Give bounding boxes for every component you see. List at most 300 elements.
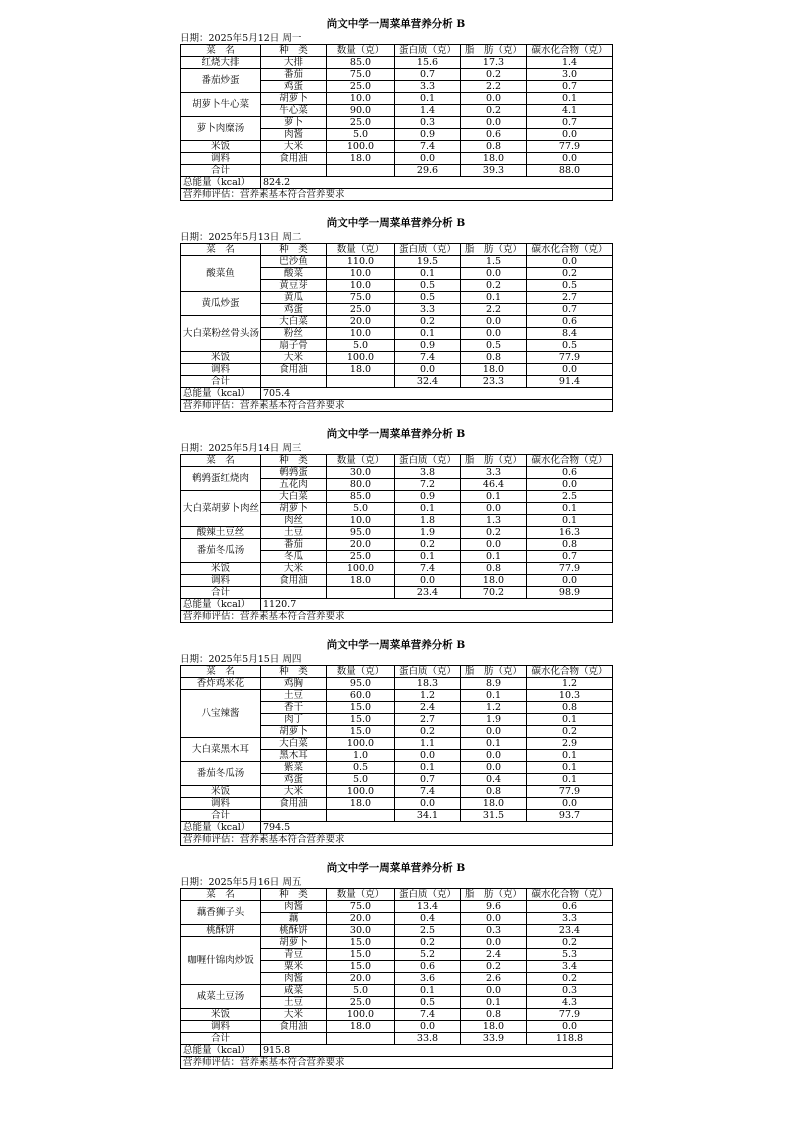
total-value: 70.2 [461,587,527,599]
quantity-cell: 5.0 [327,340,395,352]
dish-name: 红烧大排 [181,57,261,69]
ingredient-cell: 咸菜 [261,985,327,997]
quantity-cell: 110.0 [327,256,395,268]
protein-cell: 7.4 [395,1009,461,1021]
protein-cell: 1.8 [395,515,461,527]
header-cell: 脂 肪（克） [461,666,527,678]
evaluation-row [181,1057,613,1069]
table-row [181,292,613,304]
header-cell: 蛋白质（克） [395,666,461,678]
carbohydrate-cell: 0.5 [527,280,613,292]
quantity-cell: 5.0 [327,985,395,997]
fat-cell: 0.0 [461,762,527,774]
protein-cell: 19.5 [395,256,461,268]
dish-name: 番茄冬瓜汤 [181,539,261,563]
energy-label: 总能量（kcal） [181,1045,261,1057]
carbohydrate-cell: 5.3 [527,949,613,961]
dish-name: 八宝辣酱 [181,690,261,738]
carbohydrate-cell: 0.7 [527,551,613,563]
total-value: 31.5 [461,810,527,822]
protein-cell: 7.4 [395,141,461,153]
table-row [181,527,613,539]
quantity-cell: 100.0 [327,738,395,750]
carbohydrate-cell: 0.8 [527,702,613,714]
protein-cell: 0.1 [395,503,461,515]
energy-label: 总能量（kcal） [181,388,261,400]
protein-cell: 3.3 [395,304,461,316]
total-value: 33.8 [395,1033,461,1045]
ingredient-cell: 大排 [261,57,327,69]
ingredient-cell: 大米 [261,141,327,153]
table-row [181,93,613,105]
fat-cell: 2.2 [461,81,527,93]
header-cell: 碳水化合物（克） [527,45,613,57]
carbohydrate-cell: 0.0 [527,129,613,141]
quantity-cell: 20.0 [327,973,395,985]
quantity-cell: 60.0 [327,690,395,702]
nutrition-table [180,44,613,201]
nutrition-table [180,243,613,412]
total-row [181,1033,613,1045]
energy-value: 824.2 [261,177,613,189]
ingredient-cell: 黑木耳 [261,750,327,762]
ingredient-cell: 香干 [261,702,327,714]
empty-cell [327,587,395,599]
protein-cell: 18.3 [395,678,461,690]
fat-cell: 18.0 [461,575,527,587]
table-row [181,925,613,937]
total-value: 34.1 [395,810,461,822]
fat-cell: 0.0 [461,937,527,949]
quantity-cell: 18.0 [327,1021,395,1033]
quantity-cell: 5.0 [327,774,395,786]
quantity-cell: 15.0 [327,961,395,973]
protein-cell: 0.1 [395,268,461,280]
carbohydrate-cell: 0.0 [527,1021,613,1033]
energy-value: 794.5 [261,822,613,834]
ingredient-cell: 鸡蛋 [261,304,327,316]
total-value: 33.9 [461,1033,527,1045]
ingredient-cell: 食用油 [261,1021,327,1033]
quantity-cell: 100.0 [327,1009,395,1021]
quantity-cell: 100.0 [327,141,395,153]
total-value: 29.6 [395,165,461,177]
carbohydrate-cell: 77.9 [527,563,613,575]
protein-cell: 0.0 [395,1021,461,1033]
energy-value: 705.4 [261,388,613,400]
fat-cell: 0.0 [461,117,527,129]
ingredient-cell: 胡萝卜 [261,503,327,515]
fat-cell: 8.9 [461,678,527,690]
quantity-cell: 95.0 [327,678,395,690]
header-cell: 数量（克） [327,889,395,901]
carbohydrate-cell: 1.2 [527,678,613,690]
total-label: 合计 [181,165,261,177]
fat-cell: 0.2 [461,280,527,292]
protein-cell: 0.6 [395,961,461,973]
carbohydrate-cell: 0.3 [527,985,613,997]
dish-name: 大白菜粉丝骨头汤 [181,316,261,352]
quantity-cell: 85.0 [327,491,395,503]
fat-cell: 18.0 [461,798,527,810]
protein-cell: 0.5 [395,280,461,292]
table-row [181,153,613,165]
fat-cell: 2.4 [461,949,527,961]
ingredient-cell: 萝卜 [261,117,327,129]
quantity-cell: 25.0 [327,117,395,129]
quantity-cell: 0.5 [327,762,395,774]
header-cell: 种 类 [261,666,327,678]
header-cell: 碳水化合物（克） [527,455,613,467]
protein-cell: 0.1 [395,93,461,105]
quantity-cell: 80.0 [327,479,395,491]
header-cell: 蛋白质（克） [395,45,461,57]
fat-cell: 0.1 [461,491,527,503]
fat-cell: 18.0 [461,153,527,165]
menu-analysis-sheet [180,18,612,1085]
carbohydrate-cell: 3.0 [527,69,613,81]
quantity-cell: 25.0 [327,551,395,563]
quantity-cell: 5.0 [327,503,395,515]
total-value: 88.0 [527,165,613,177]
protein-cell: 0.0 [395,575,461,587]
ingredient-cell: 巴沙鱼 [261,256,327,268]
ingredient-cell: 大米 [261,352,327,364]
total-row [181,587,613,599]
protein-cell: 5.2 [395,949,461,961]
carbohydrate-cell: 77.9 [527,786,613,798]
header-cell: 碳水化合物（克） [527,666,613,678]
energy-row [181,822,613,834]
ingredient-cell: 食用油 [261,575,327,587]
quantity-cell: 100.0 [327,786,395,798]
evaluation-row [181,189,613,201]
fat-cell: 0.8 [461,1009,527,1021]
day-section [180,862,612,1069]
fat-cell: 0.0 [461,726,527,738]
ingredient-cell: 大白菜 [261,491,327,503]
fat-cell: 0.3 [461,925,527,937]
dish-name: 米饭 [181,352,261,364]
carbohydrate-cell: 0.0 [527,364,613,376]
quantity-cell: 18.0 [327,153,395,165]
fat-cell: 0.4 [461,774,527,786]
quantity-cell: 10.0 [327,328,395,340]
carbohydrate-cell: 0.2 [527,268,613,280]
day-section [180,428,612,623]
fat-cell: 0.0 [461,93,527,105]
table-header-row [181,666,613,678]
dish-name: 番茄炒蛋 [181,69,261,93]
fat-cell: 0.2 [461,961,527,973]
fat-cell: 0.8 [461,352,527,364]
carbohydrate-cell: 0.2 [527,726,613,738]
ingredient-cell: 食用油 [261,153,327,165]
carbohydrate-cell: 77.9 [527,1009,613,1021]
ingredient-cell: 肉酱 [261,973,327,985]
header-cell: 碳水化合物（克） [527,889,613,901]
dish-name: 咸菜土豆汤 [181,985,261,1009]
header-cell: 脂 肪（克） [461,889,527,901]
quantity-cell: 15.0 [327,937,395,949]
total-value: 93.7 [527,810,613,822]
page-title: 尚文中学一周菜单营养分析 B [326,428,466,440]
energy-row [181,177,613,189]
evaluation-text: 营养师评估：营养素基本符合营养要求 [181,189,613,201]
carbohydrate-cell: 0.1 [527,750,613,762]
table-row [181,467,613,479]
day-section [180,639,612,846]
protein-cell: 15.6 [395,57,461,69]
ingredient-cell: 肉丁 [261,714,327,726]
carbohydrate-cell: 4.3 [527,997,613,1009]
protein-cell: 0.5 [395,292,461,304]
fat-cell: 1.2 [461,702,527,714]
carbohydrate-cell: 0.0 [527,153,613,165]
carbohydrate-cell: 0.0 [527,798,613,810]
protein-cell: 7.4 [395,563,461,575]
empty-cell [327,1033,395,1045]
table-row [181,316,613,328]
carbohydrate-cell: 0.2 [527,973,613,985]
date-line: 日期：2025年5月14日 周三 [180,443,302,454]
table-row [181,539,613,551]
dish-name: 黄瓜炒蛋 [181,292,261,316]
protein-cell: 0.7 [395,69,461,81]
quantity-cell: 30.0 [327,925,395,937]
date-line: 日期：2025年5月16日 周五 [180,877,302,888]
fat-cell: 18.0 [461,364,527,376]
fat-cell: 0.2 [461,69,527,81]
fat-cell: 2.6 [461,973,527,985]
fat-cell: 9.6 [461,901,527,913]
total-value: 39.3 [461,165,527,177]
ingredient-cell: 五花肉 [261,479,327,491]
quantity-cell: 25.0 [327,997,395,1009]
dish-name: 萝卜肉糜汤 [181,117,261,141]
carbohydrate-cell: 10.3 [527,690,613,702]
fat-cell: 0.0 [461,316,527,328]
table-row [181,786,613,798]
fat-cell: 17.3 [461,57,527,69]
protein-cell: 0.1 [395,328,461,340]
protein-cell: 0.9 [395,491,461,503]
protein-cell: 0.2 [395,937,461,949]
protein-cell: 0.0 [395,750,461,762]
ingredient-cell: 藕 [261,913,327,925]
carbohydrate-cell: 0.1 [527,714,613,726]
ingredient-cell: 酸菜 [261,268,327,280]
protein-cell: 7.4 [395,786,461,798]
protein-cell: 7.4 [395,352,461,364]
total-label: 合计 [181,1033,261,1045]
ingredient-cell: 胡萝卜 [261,93,327,105]
ingredient-cell: 番茄 [261,69,327,81]
evaluation-text: 营养师评估：营养素基本符合营养要求 [181,611,613,623]
header-cell: 碳水化合物（克） [527,244,613,256]
carbohydrate-cell: 3.4 [527,961,613,973]
quantity-cell: 85.0 [327,57,395,69]
carbohydrate-cell: 0.0 [527,575,613,587]
table-row [181,937,613,949]
header-cell: 种 类 [261,889,327,901]
protein-cell: 1.4 [395,105,461,117]
protein-cell: 0.0 [395,364,461,376]
ingredient-cell: 牛心菜 [261,105,327,117]
dish-name: 酸菜鱼 [181,256,261,292]
carbohydrate-cell: 8.4 [527,328,613,340]
quantity-cell: 75.0 [327,292,395,304]
quantity-cell: 15.0 [327,949,395,961]
fat-cell: 1.9 [461,714,527,726]
table-row [181,1009,613,1021]
header-cell: 种 类 [261,455,327,467]
ingredient-cell: 鹌鹑蛋 [261,467,327,479]
day-section [180,217,612,412]
quantity-cell: 10.0 [327,268,395,280]
evaluation-text: 营养师评估：营养素基本符合营养要求 [181,1057,613,1069]
ingredient-cell: 肉丝 [261,515,327,527]
energy-row [181,599,613,611]
quantity-cell: 18.0 [327,364,395,376]
page-title: 尚文中学一周菜单营养分析 B [326,18,466,30]
protein-cell: 0.0 [395,153,461,165]
protein-cell: 0.2 [395,726,461,738]
header-cell: 脂 肪（克） [461,455,527,467]
ingredient-cell: 青豆 [261,949,327,961]
ingredient-cell: 冬瓜 [261,551,327,563]
ingredient-cell: 紫菜 [261,762,327,774]
header-cell: 脂 肪（克） [461,244,527,256]
ingredient-cell: 土豆 [261,690,327,702]
total-row [181,376,613,388]
quantity-cell: 10.0 [327,93,395,105]
energy-label: 总能量（kcal） [181,177,261,189]
dish-name: 调料 [181,364,261,376]
table-row [181,364,613,376]
energy-row [181,1045,613,1057]
total-value: 91.4 [527,376,613,388]
ingredient-cell: 肉酱 [261,901,327,913]
table-header-row [181,889,613,901]
table-row [181,256,613,268]
ingredient-cell: 黄豆芽 [261,280,327,292]
carbohydrate-cell: 0.0 [527,256,613,268]
table-row [181,563,613,575]
dish-name: 大白菜黑木耳 [181,738,261,762]
evaluation-text: 营养师评估：营养素基本符合营养要求 [181,834,613,846]
table-row [181,690,613,702]
fat-cell: 0.2 [461,105,527,117]
header-cell: 数量（克） [327,666,395,678]
table-row [181,985,613,997]
protein-cell: 1.2 [395,690,461,702]
empty-cell [261,587,327,599]
fat-cell: 0.0 [461,913,527,925]
table-row [181,57,613,69]
dish-name: 调料 [181,575,261,587]
carbohydrate-cell: 0.2 [527,937,613,949]
protein-cell: 0.2 [395,539,461,551]
carbohydrate-cell: 0.5 [527,340,613,352]
carbohydrate-cell: 0.1 [527,503,613,515]
carbohydrate-cell: 16.3 [527,527,613,539]
carbohydrate-cell: 0.1 [527,515,613,527]
table-row [181,1021,613,1033]
quantity-cell: 18.0 [327,798,395,810]
dish-name: 米饭 [181,1009,261,1021]
fat-cell: 46.4 [461,479,527,491]
table-row [181,117,613,129]
ingredient-cell: 鸡胸 [261,678,327,690]
page-title: 尚文中学一周菜单营养分析 B [326,639,466,651]
dish-name: 胡萝卜牛心菜 [181,93,261,117]
table-row [181,762,613,774]
ingredient-cell: 鸡蛋 [261,81,327,93]
quantity-cell: 10.0 [327,280,395,292]
carbohydrate-cell: 0.6 [527,901,613,913]
dish-name: 米饭 [181,563,261,575]
evaluation-text: 营养师评估：营养素基本符合营养要求 [181,400,613,412]
carbohydrate-cell: 0.8 [527,539,613,551]
header-cell: 菜 名 [181,455,261,467]
protein-cell: 0.9 [395,340,461,352]
total-value: 98.9 [527,587,613,599]
empty-cell [327,165,395,177]
protein-cell: 0.5 [395,997,461,1009]
fat-cell: 0.8 [461,563,527,575]
protein-cell: 0.3 [395,117,461,129]
protein-cell: 2.5 [395,925,461,937]
ingredient-cell: 土豆 [261,997,327,1009]
fat-cell: 0.0 [461,750,527,762]
header-cell: 菜 名 [181,666,261,678]
ingredient-cell: 粟米 [261,961,327,973]
total-label: 合计 [181,587,261,599]
protein-cell: 0.2 [395,316,461,328]
quantity-cell: 1.0 [327,750,395,762]
nutrition-table [180,888,613,1069]
protein-cell: 3.8 [395,467,461,479]
ingredient-cell: 大白菜 [261,316,327,328]
carbohydrate-cell: 0.1 [527,774,613,786]
quantity-cell: 75.0 [327,901,395,913]
day-section [180,18,612,201]
empty-cell [261,376,327,388]
protein-cell: 2.7 [395,714,461,726]
quantity-cell: 95.0 [327,527,395,539]
carbohydrate-cell: 0.6 [527,467,613,479]
ingredient-cell: 土豆 [261,527,327,539]
table-row [181,491,613,503]
carbohydrate-cell: 0.7 [527,81,613,93]
carbohydrate-cell: 4.1 [527,105,613,117]
quantity-cell: 30.0 [327,467,395,479]
fat-cell: 18.0 [461,1021,527,1033]
table-row [181,798,613,810]
header-cell: 数量（克） [327,455,395,467]
empty-cell [327,810,395,822]
dish-name: 咖喱什锦肉炒饭 [181,937,261,985]
dish-name: 大白菜胡萝卜肉丝 [181,491,261,527]
carbohydrate-cell: 0.1 [527,762,613,774]
total-value: 118.8 [527,1033,613,1045]
carbohydrate-cell: 0.1 [527,93,613,105]
protein-cell: 0.1 [395,762,461,774]
ingredient-cell: 食用油 [261,798,327,810]
table-row [181,738,613,750]
quantity-cell: 20.0 [327,913,395,925]
